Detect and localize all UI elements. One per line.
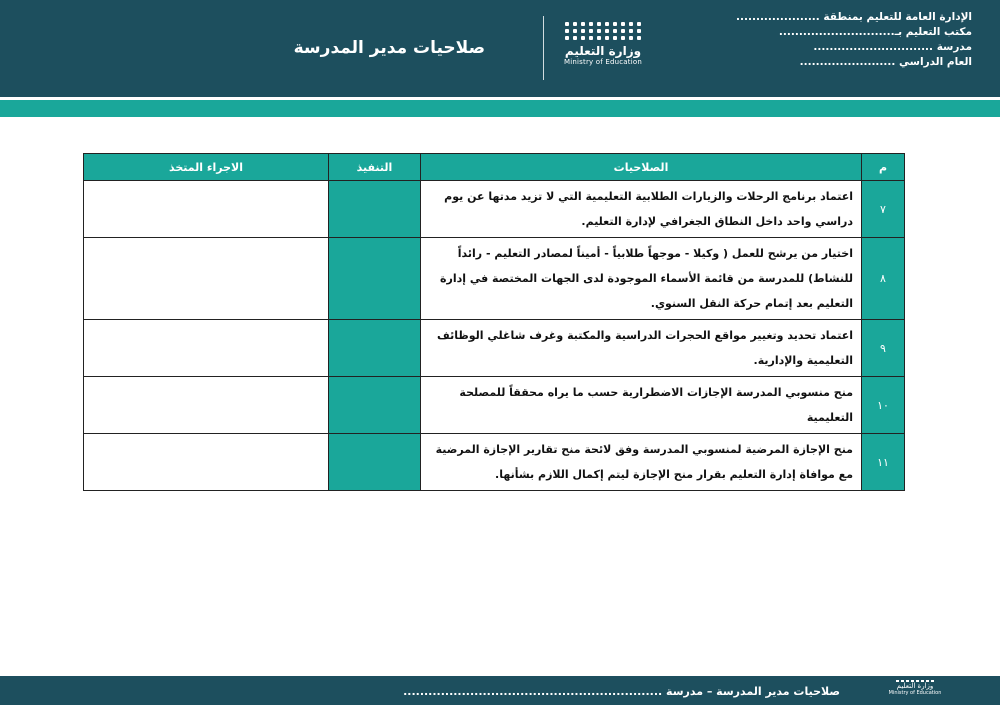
row-number: ١١	[862, 434, 905, 491]
table-header-row	[84, 154, 905, 181]
row-execution-cell	[329, 377, 421, 434]
header-number: م	[862, 154, 905, 181]
row-action-cell	[84, 377, 329, 434]
header-accent-stripe	[0, 100, 1000, 117]
row-action-cell	[84, 320, 329, 377]
info-line-office: مكتب التعليم بـ.............................	[778, 26, 972, 38]
info-line-region: الإدارة العامة للتعليم بمنطقة .....................	[736, 11, 972, 23]
row-number: ١٠	[862, 377, 905, 434]
row-action-cell	[84, 434, 329, 491]
info-line-year: العام الدراسي ........................	[799, 56, 972, 68]
row-action-cell	[84, 181, 329, 238]
row-execution-cell	[329, 434, 421, 491]
school-info-block	[736, 10, 972, 70]
row-permission-text: اعتماد تحديد وتغيير مواقع الحجرات الدراسية والمكتبة وغرف شاغلي الوظائف التعليمية والإدارية.	[421, 320, 862, 377]
row-permission-text: منح منسوبي المدرسة الإجازات الاضطرارية حسب ما يراه محققاً للمصلحة التعليمية	[421, 377, 862, 434]
ministry-logo	[558, 22, 648, 80]
logo-english-text: Ministry of Education	[563, 58, 643, 66]
footer-ministry-logo	[885, 680, 945, 702]
permissions-table	[83, 153, 905, 491]
row-permission-text: منح الإجازة المرضية لمنسوبي المدرسة وفق لائحة منح تقارير الإجازة المرضية مع موافاة إدارة التعليم بقرار منح الإجازة ليتم إكمال اللازم بشأنها.	[421, 434, 862, 491]
row-execution-cell	[329, 238, 421, 320]
row-action-cell	[84, 238, 329, 320]
footer-text: صلاحيات مدير المدرسة – مدرسة ..............................................................	[403, 685, 840, 698]
header-action: الاجراء المتخذ	[84, 154, 329, 181]
table-row	[84, 377, 905, 434]
header-execution: التنفيذ	[329, 154, 421, 181]
header-permissions: الصلاحيات	[421, 154, 862, 181]
row-permission-text: اختيار من يرشح للعمل ( وكيلا - موجهاً طلابياً - أميناً لمصادر التعليم - رائداً للنشاط) للمدرسة من قائمة الأسماء الموجودة لدى الجهات المختصة في إدارة التعليم بعد إتمام حركة النقل السنوي.	[421, 238, 862, 320]
row-number: ٩	[862, 320, 905, 377]
table-row	[84, 320, 905, 377]
row-number: ٧	[862, 181, 905, 238]
logo-arabic-text: وزارة التعليم	[564, 44, 642, 58]
logo-dots-icon	[558, 22, 648, 40]
page-title: صلاحيات مدير المدرسة	[293, 38, 485, 58]
table-row	[84, 238, 905, 320]
row-execution-cell	[329, 320, 421, 377]
footer-logo-arabic: وزارة التعليم	[896, 682, 934, 690]
info-line-school: مدرسة ..............................	[813, 41, 972, 53]
footer-logo-english: Ministry of Education	[888, 690, 942, 696]
row-number: ٨	[862, 238, 905, 320]
row-execution-cell	[329, 181, 421, 238]
table-row	[84, 181, 905, 238]
table-row	[84, 434, 905, 491]
header-divider	[543, 16, 544, 80]
row-permission-text: اعتماد برنامج الرحلات والزيارات الطلابية التعليمية التي لا تزيد مدتها عن يوم دراسي واحد داخل النطاق الجغرافي لإدارة التعليم.	[421, 181, 862, 238]
